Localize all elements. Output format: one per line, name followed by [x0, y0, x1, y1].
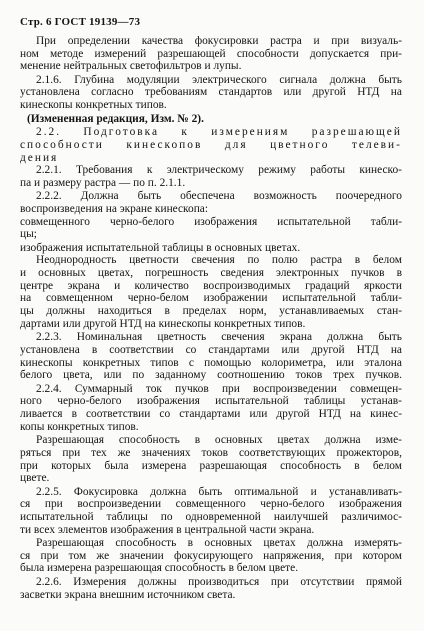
- text-line: ряться при тех же значениях токов соответствующих прожекторов,: [20, 447, 402, 459]
- text-line: Неоднородность цветности свечения по полю растра в белом: [36, 254, 402, 266]
- text-line: совмещенного черно-белого изображения испытательной табли-: [20, 216, 402, 228]
- text-line: дения: [20, 152, 59, 164]
- text-line: ном методе измерений разрешающей способности допускается при-: [20, 48, 402, 60]
- text-line: установлена в соответствии со стандартами или другой НТД на: [20, 344, 402, 356]
- text-line: испытательной таблицы по одновременной наилучшей различимос-: [20, 511, 402, 523]
- text-line: па и размеру растра — по п. 2.1.1.: [20, 177, 186, 189]
- standard-code: ГОСТ 19139—73: [54, 16, 141, 28]
- text-line: 2.2.1. Требования к электрическому режиму работы кинеско-: [36, 164, 402, 176]
- text-line: 2.2.3. Номинальная цветность свечения экрана должна быть: [36, 331, 402, 343]
- text-line: При определении качества фокусировки растра и при визуаль-: [36, 35, 402, 47]
- text-line: цвете.: [20, 472, 50, 484]
- text-line: на совмещенном черно-белом изображении испытательной табли-: [20, 292, 402, 304]
- text-line: кинескопы конкретных типов.: [20, 99, 167, 111]
- text-line: 2.2.5. Фокусировка должна быть оптимальной и устанавливать-: [36, 486, 402, 498]
- page-header: [20, 16, 140, 28]
- text-line: засветки экрана внешним источником света.: [20, 589, 236, 601]
- text-line: (Измененная редакция, Изм. № 2).: [27, 113, 204, 125]
- text-line: изображения испытательной таблицы в основных цветах.: [20, 242, 301, 254]
- text-line: центре экрана и количество воспроизводимых градаций яркости: [20, 280, 402, 292]
- text-line: Разрешающая способность в основных цветах должна изме-: [36, 434, 402, 446]
- text-line: менение нейтральных светофильтров и лупы.: [20, 60, 242, 72]
- text-line: цы должны находиться в пределах норм, устанавливаемых стан-: [20, 305, 402, 317]
- text-line: Разрешающая способность в основных цветах должна измерять-: [36, 537, 402, 549]
- text-line: белого цвета, или по заданному соотношению токов трех пучков.: [20, 369, 402, 381]
- text-line: ся при воспроизведении совмещенного черно-белого изображения: [20, 498, 402, 510]
- page-number: Стр. 6: [20, 16, 52, 28]
- text-line: способности кинескопов для цветного телеви-: [20, 139, 402, 151]
- text-line: цы;: [20, 228, 37, 240]
- text-line: ного черно-белого изображения испытательной таблицы устанав-: [20, 395, 402, 407]
- text-line: ливается в соответствии со стандартами или другой НТД на кинес-: [20, 408, 402, 420]
- text-line: 2.1.6. Глубина модуляции электрического сигнала должна быть: [36, 74, 402, 86]
- text-line: 2.2.6. Измерения должны производиться при отсутствии прямой: [36, 576, 402, 588]
- text-line: 2.2.2. Должна быть обеспечена возможность поочередного: [36, 190, 402, 202]
- text-line: 2.2.4. Суммарный ток пучков при воспроизведении совмещен-: [36, 383, 402, 395]
- text-line: и основных цветах, погрешность сведения электронных пучков в: [20, 267, 402, 279]
- text-line: ся при том же значении фокусирующего напряжения, при котором: [20, 550, 402, 562]
- text-line: 2.2. Подготовка к измерениям разрешающей: [36, 126, 402, 138]
- text-line: при которых была измерена разрешающая способность в белом: [20, 460, 402, 472]
- text-line: установлена согласно требованиям стандартов или другой НТД на: [20, 86, 402, 98]
- text-line: воспроизведения на экране кинескопа:: [20, 203, 209, 215]
- text-line: была измерена разрешающая способность в белом цвете.: [20, 562, 299, 574]
- text-line: копы конкретных типов.: [20, 421, 139, 433]
- text-line: дартами или другой НТД на кинескопы конкретных типов.: [20, 318, 306, 330]
- text-line: ти всех элементов изображения в центральной части экрана.: [20, 524, 315, 536]
- text-line: кинескопы конкретных типов с помощью колориметра, или эталона: [20, 357, 402, 369]
